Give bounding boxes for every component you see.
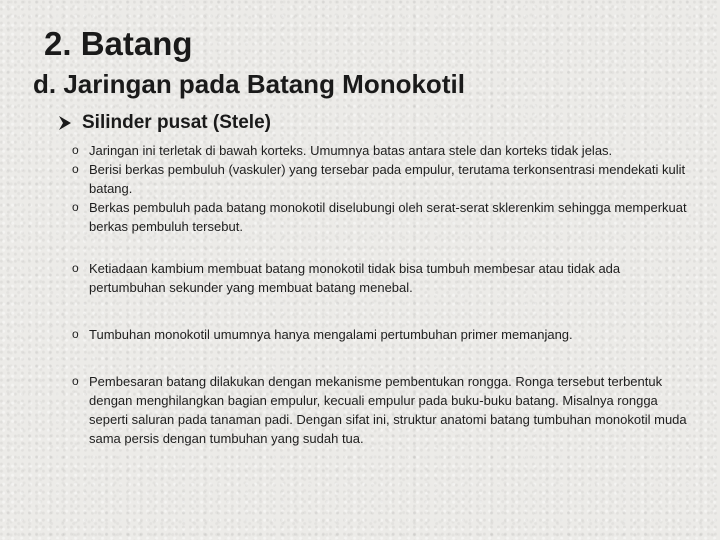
list-item [72, 141, 700, 160]
bullet-text: Jaringan ini terletak di bawah korteks. Umumnya batas antara stele dan korteks tidak jelas. [89, 143, 613, 158]
circle-bullet-icon: o [72, 200, 79, 214]
circle-bullet-icon: o [72, 143, 79, 157]
bullet-text: Tumbuhan monokotil umumnya hanya mengalami pertumbuhan primer memanjang. [89, 327, 573, 342]
section-heading-label: Silinder pusat (Stele) [82, 112, 271, 133]
list-item [72, 160, 700, 198]
bullet-list [72, 141, 700, 448]
arrow-right-icon [57, 115, 73, 131]
bullet-text: Ketiadaan kambium membuat batang monokotil tidak bisa tumbuh membesar atau tidak ada pertumbuhan sekunder yang membuat batang menebal. [89, 261, 621, 295]
list-item [72, 372, 700, 448]
circle-bullet-icon: o [72, 261, 79, 275]
list-item [72, 325, 700, 344]
circle-bullet-icon: o [72, 162, 79, 176]
slide-title: 2. Batang [44, 25, 193, 62]
circle-bullet-icon: o [72, 374, 79, 388]
list-item [72, 198, 700, 236]
list-item [72, 259, 700, 297]
bullet-text: Berkas pembuluh pada batang monokotil diselubungi oleh serat-serat sklerenkim sehingga memperkuat berkas pembuluh tersebut. [89, 200, 687, 234]
circle-bullet-icon: o [72, 327, 79, 341]
section-heading [57, 109, 271, 137]
slide-subtitle: d. Jaringan pada Batang Monokotil [33, 69, 465, 99]
bullet-text: Pembesaran batang dilakukan dengan mekanisme pembentukan rongga. Ronga tersebut terbentuk dengan menghilangkan bagian empulur, kecuali empulur pada buku-buku batang. Misalnya rongga seperti saluran pada tanaman padi. Dengan sifat ini, struktur anatomi batang tumbuhan monokotil muda sama persis dengan tumbuhan yang sudah tua. [89, 374, 687, 446]
bullet-text: Berisi berkas pembuluh (vaskuler) yang tersebar pada empulur, terutama terkonsentrasi mendekati kulit batang. [89, 162, 686, 196]
